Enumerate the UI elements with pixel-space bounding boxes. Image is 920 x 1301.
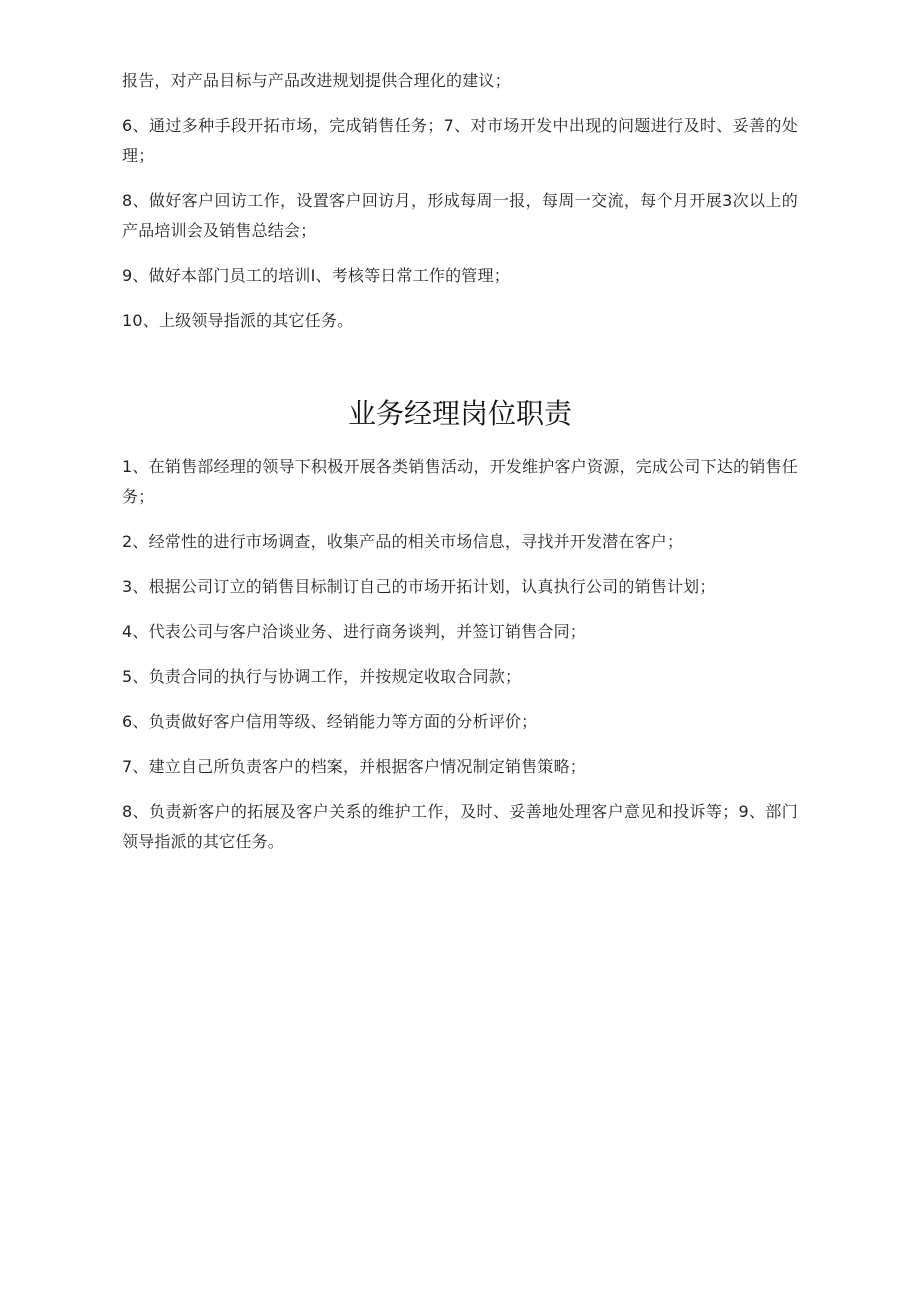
- paragraph: 3、根据公司订立的销售目标制订自己的市场开拓计划，认真执行公司的销售计划；: [122, 577, 716, 596]
- paragraph: 报告，对产品目标与产品改进规划提供合理化的建议；: [122, 71, 511, 90]
- paragraph: 6、通过多种手段开拓市场，完成销售任务；7、对市场开发中出现的问题进行及时、妥善的处理；: [122, 116, 798, 165]
- paragraph: 8、负责新客户的拓展及客户关系的维护工作，及时、妥善地处理客户意见和投诉等；9、部门领导指派的其它任务。: [122, 802, 798, 851]
- document-page: [122, 66, 798, 872]
- paragraph: 4、代表公司与客户洽谈业务、进行商务谈判，并签订销售合同；: [122, 622, 586, 641]
- paragraph: 6、负责做好客户信用等级、经销能力等方面的分析评价；: [122, 712, 538, 731]
- paragraph: 9、做好本部门员工的培训I、考核等日常工作的管理；: [122, 266, 510, 285]
- paragraph: 7、建立自己所负责客户的档案，并根据客户情况制定销售策略；: [122, 757, 586, 776]
- section-business-manager-duties: [122, 452, 798, 857]
- paragraph: 2、经常性的进行市场调查，收集产品的相关市场信息，寻找并开发潜在客户；: [122, 532, 684, 551]
- paragraph: 8、做好客户回访工作，设置客户回访月，形成每周一报，每周一交流，每个月开展3次以上的产品培训会及销售总结会；: [122, 191, 798, 240]
- paragraph: 5、负责合同的执行与协调工作，并按规定收取合同款；: [122, 667, 522, 686]
- section-continued-duties: [122, 66, 798, 336]
- section-title: 业务经理岗位职责: [347, 397, 572, 430]
- paragraph: 10、上级领导指派的其它任务。: [122, 311, 354, 330]
- paragraph: 1、在销售部经理的领导下积极开展各类销售活动，开发维护客户资源，完成公司下达的销售任务；: [122, 457, 798, 506]
